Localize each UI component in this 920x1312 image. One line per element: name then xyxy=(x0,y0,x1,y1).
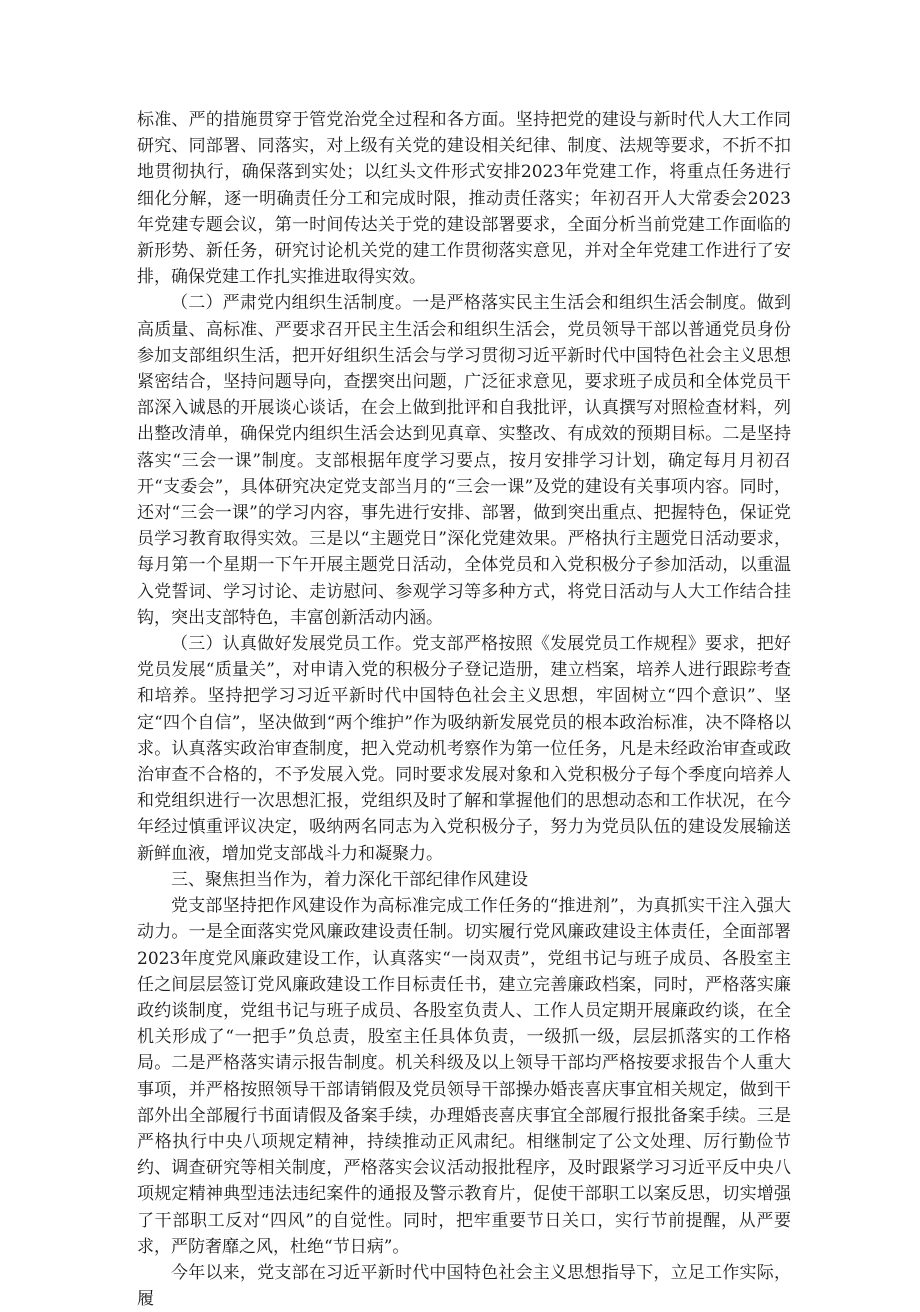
section-heading: 三、聚焦担当作为，着力深化干部纪律作风建设 xyxy=(171,869,528,890)
paragraph-party-member-development: （三）认真做好发展党员工作。党支部严格按照《发展党员工作规程》要求，把好党员发展“质量关”，对申请入党的积极分子登记造册，建立档案，培养人进行跟踪考查和培养。坚持把学习习近平新时代中国特色社会主义思想，牢固树立“四个意识”、坚定“四个自信”，坚决做到“两个维护”作为吸纳新发展党员的根本政治标准，决不降格以求。认真落实政治审查制度，把入党动机考察作为第一位任务，凡是未经政治审查或政治审查不合格的，不予发展入党。同时要求发展对象和入党积极分子每个季度向培养人和党组织进行一次思想汇报，党组织及时了解和掌握他们的思想动态和工作状况，在今年经过慎重评议决定，吸纳两名同志为入党积极分子，努力为党员队伍的建设发展输送新鲜血液，增加党支部战斗力和凝聚力。 xyxy=(137,634,791,864)
paragraph-continuation: 标准、严的措施贯穿于管党治党全过程和各方面。坚持把党的建设与新时代人大工作同研究、同部署、同落实，对上级有关党的建设相关纪律、制度、法规等要求，不折不扣地贯彻执行，确保落到实处；以红头文件形式安排2023年党建工作，将重点任务进行细化分解，逐一明确责任分工和完成时限，推动责任落实；年初召开人大常委会2023年党建专题会议，第一时间传达关于党的建设部署要求，全面分析当前党建工作面临的新形势、新任务，研究讨论机关党的建工作贯彻落实意见，并对全年党建工作进行了安排，确保党建工作扎实推进取得实效。 xyxy=(137,110,791,288)
paragraph-organization-life: （二）严肃党内组织生活制度。一是严格落实民主生活会和组织生活会制度。做到高质量、高标准、严要求召开民主生活会和组织生活会，党员领导干部以普通党员身份参加支部组织生活，把开好组织生活会与学习贯彻习近平新时代中国特色社会主义思想紧密结合，坚持问题导向，查摆突出问题，广泛征求意见，要求班子成员和全体党员干部深入诚恳的开展谈心谈话，在会上做到批评和自我批评，认真撰写对照检查材料，列出整改清单，确保党内组织生活会达到见真章、实整改、有成效的预期目标。二是坚持落实“三会一课”制度。支部根据年度学习要点，按月安排学习计划，确定每月月初召开“支委会”，具体研究决定党支部当月的“三会一课”及党的建设有关事项内容。同时，还对“三会一课”的学习内容，事先进行安排、部署，做到突出重点、把握特色，保证党员学习教育取得实效。三是以“主题党日”深化党建效果。严格执行主题党日活动要求，每月第一个星期一下午开展主题党日活动，全体党员和入党积极分子参加活动，以重温入党誓词、学习讨论、走访慰问、参观学习等多种方式，将党日活动与人大工作结合挂钩，突出支部特色，丰富创新活动内涵。 xyxy=(137,293,791,628)
document-page xyxy=(137,107,791,1310)
paragraph-summary: 今年以来，党支部在习近平新时代中国特色社会主义思想指导下，立足工作实际，履 xyxy=(137,1262,791,1310)
paragraph-discipline-style: 党支部坚持把作风建设作为高标准完成工作任务的“推进剂”，为真抓实干注入强大动力。一是全面落实党风廉政建设责任制。切实履行党风廉政建设主体责任，全面部署2023年度党风廉政建设工作，认真落实“一岗双责”，党组书记与班子成员、各股室主任之间层层签订党风廉政建设工作目标责任书，建立完善廉政档案，同时，严格落实廉政约谈制度，党组书记与班子成员、各股室负责人、工作人员定期开展廉政约谈，在全机关形成了“一把手”负总责，股室主任具体负责，一级抓一级，层层抓落实的工作格局。二是严格落实请示报告制度。机关科级及以上领导干部均严格按要求报告个人重大事项，并严格按照领导干部请销假及党员领导干部操办婚丧喜庆事宜相关规定，做到干部外出全部履行书面请假及备案手续，办理婚丧喜庆事宜全部履行报批备案手续。三是严格执行中央八项规定精神，持续推动正风肃纪。相继制定了公文处理、厉行勤俭节约、调查研究等相关制度，严格落实会议活动报批程序，及时跟紧学习习近平反中央八项规定精神典型违法违纪案件的通报及警示教育片，促使干部职工以案反思，切实增强了干部职工反对“四风”的自觉性。同时，把牢重要节日关口，实行节前提醒，从严要求，严防奢靡之风，杜绝“节日病”。 xyxy=(137,896,791,1257)
